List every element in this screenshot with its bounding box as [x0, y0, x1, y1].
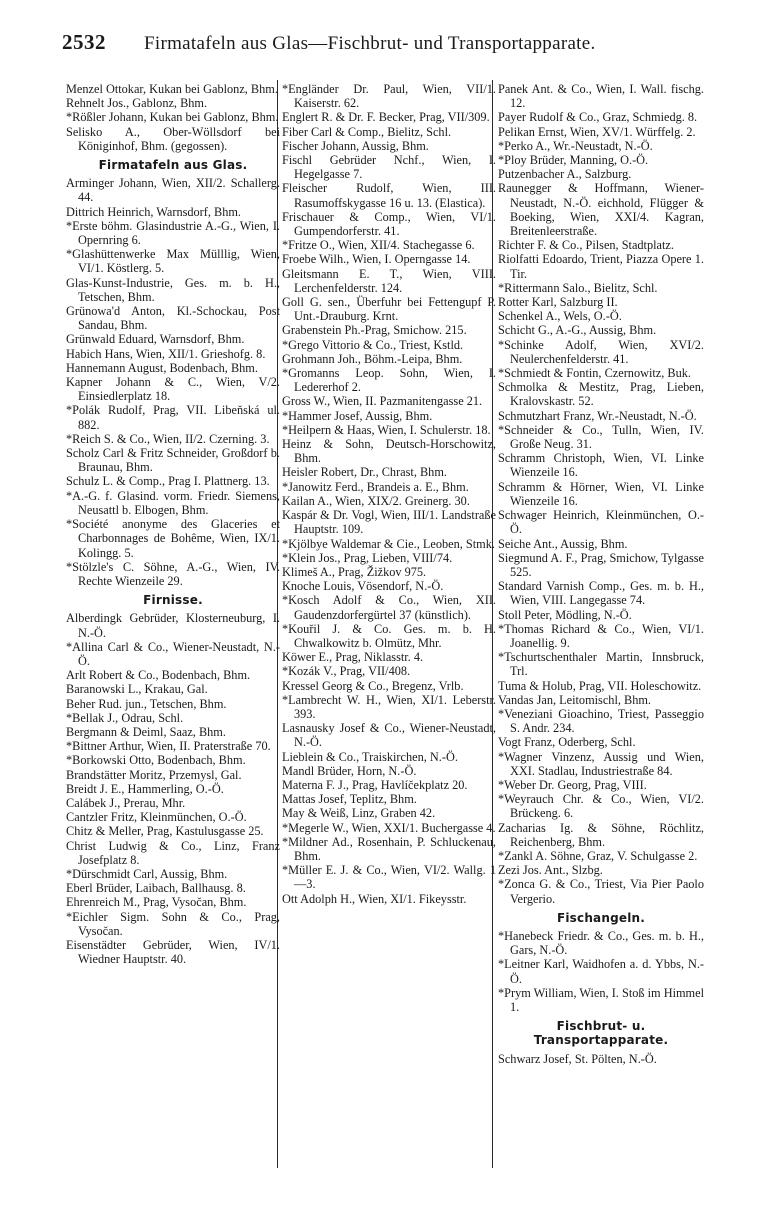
directory-entry: Schicht G., A.-G., Aussig, Bhm. — [498, 323, 657, 338]
directory-entry: Heisler Robert, Dr., Chrast, Bhm. — [282, 465, 447, 480]
directory-entry: Lieblein & Co., Traiskirchen, N.-Ö. — [282, 749, 458, 764]
directory-entry: Beher Rud. jun., Tetschen, Bhm. — [66, 696, 227, 711]
directory-entry: Habich Hans, Wien, XII/1. Grieshofg. 8. — [66, 346, 266, 361]
directory-entry: *Müller E. J. & Co., Wien, VI/2. Wallg. 1—3. — [282, 863, 496, 892]
directory-entry: *Ploy Brüder, Manning, O.-Ö. — [498, 153, 649, 168]
directory-entry: Tuma & Holub, Prag, VII. Holeschowitz. — [498, 678, 702, 693]
directory-entry: *Mildner Ad., Rosenhain, P. Schluckenau, Bhm. — [282, 834, 496, 863]
directory-entry: *Megerle W., Wien, XXI/1. Buchergasse 4. — [282, 820, 496, 835]
directory-entry: Zezi Jos. Ant., Slzbg. — [498, 863, 603, 878]
directory-entry: *Grego Vittorio & Co., Triest, Kstld. — [282, 337, 464, 352]
directory-entry: Hannemann August, Bodenbach, Bhm. — [66, 360, 258, 375]
directory-entry: *Prym William, Wien, I. Stoß im Himmel 1. — [498, 985, 704, 1014]
directory-entry: *Glashüttenwerke Max Mülllig, Wien, VI/1. Köstlerg. 5. — [66, 247, 280, 276]
directory-entry: Klimeš A., Prag, Žižkov 975. — [282, 564, 427, 579]
directory-entry: *Weber Dr. Georg, Prag, VIII. — [498, 777, 647, 792]
directory-entry: Dittrich Heinrich, Warnsdorf, Bhm. — [66, 204, 242, 219]
directory-entry: *Zankl A. Söhne, Graz, V. Schulgasse 2. — [498, 848, 698, 863]
directory-entry: Schwager Heinrich, Kleinmünchen, O.-Ö. — [498, 508, 704, 537]
directory-entry: *Allina Carl & Co., Wiener-Neustadt, N.-Ö. — [66, 639, 280, 668]
section-heading: Firnisse. — [143, 593, 203, 608]
directory-entry: *Schneider & Co., Tulln, Wien, IV. Große Neug. 31. — [498, 422, 704, 452]
directory-entry: *Erste böhm. Glasindustrie A.-G., Wien, I. Opernring 6. — [66, 218, 280, 248]
directory-entry: Vogt Franz, Oderberg, Schl. — [498, 735, 636, 750]
directory-entry: *A.-G. f. Glasind. vorm. Friedr. Siemens, Neusattl b. Elbogen, Bhm. — [66, 488, 280, 517]
directory-entry: *Kosch Adolf & Co., Wien, XII. Gaudenzdorfergürtel 37 (künstlich). — [282, 593, 496, 622]
directory-entry: Payer Rudolf & Co., Graz, Schmiedg. 8. — [498, 110, 698, 125]
directory-entry: *Leitner Karl, Waidhofen a. d. Ybbs, N.-Ö. — [498, 957, 704, 986]
directory-entry: Christ Ludwig & Co., Linz, Franz Josefplatz 8. — [66, 838, 280, 867]
directory-entry: Frischauer & Comp., Wien, VI/1. Gumpendorferstr. 41. — [282, 209, 496, 239]
directory-entry: Schwarz Josef, St. Pölten, N.-Ö. — [498, 1051, 657, 1066]
directory-entry: *Stölzle's C. Söhne, A.-G., Wien, IV. Rechte Wienzeile 29. — [66, 559, 280, 588]
directory-entry: Arminger Johann, Wien, XII/2. Schallerg. 44. — [66, 176, 280, 205]
directory-entry: *Tschurtschenthaler Martin, Innsbruck, Trl. — [498, 650, 704, 679]
directory-entry: *Janowitz Ferd., Brandeis a. E., Bhm. — [282, 479, 469, 494]
directory-entry: Arlt Robert & Co., Bodenbach, Bhm. — [66, 668, 251, 683]
directory-entry: Kailan A., Wien, XIX/2. Greinerg. 30. — [282, 493, 470, 508]
directory-entry: *Kjölbye Waldemar & Cie., Leoben, Stmk. — [282, 536, 495, 551]
directory-entry: Mattas Josef, Teplitz, Bhm. — [282, 792, 417, 807]
directory-entry: Eisenstädter Gebrüder, Wien, IV/1. Wiedner Hauptstr. 40. — [66, 937, 280, 967]
directory-entry: Putzenbacher A., Salzburg. — [498, 167, 632, 182]
directory-entry: Cantzler Fritz, Kleinmünchen, O.-Ö. — [66, 810, 247, 825]
directory-entry: Standard Varnish Comp., Ges. m. b. H., Wien, VIII. Langegasse 74. — [498, 579, 704, 608]
directory-entry: Schmolka & Mestitz, Prag, Lieben, Kralovskastr. 52. — [498, 380, 704, 409]
directory-entry: *Perko A., Wr.-Neustadt, N.-Ö. — [498, 138, 653, 153]
directory-entry: Grünowa'd Anton, Kl.-Schockau, Post Sandau, Bhm. — [66, 304, 280, 333]
directory-entry: *Rittermann Salo., Bielitz, Schl. — [498, 280, 658, 295]
directory-entry: *Hanebeck Friedr. & Co., Ges. m. b. H., Gars, N.-Ö. — [498, 928, 704, 958]
directory-entry: *Bellak J., Odrau, Schl. — [66, 710, 184, 725]
directory-entry: *Bittner Arthur, Wien, II. Praterstraße 70. — [66, 739, 271, 754]
directory-entry: Rotter Karl, Salzburg II. — [498, 295, 618, 310]
directory-entry: Eberl Brüder, Laibach, Ballhausg. 8. — [66, 881, 246, 896]
directory-entry: Gross W., Wien, II. Pazmanitengasse 21. — [282, 394, 483, 409]
directory-entry: Seiche Ant., Aussig, Bhm. — [498, 536, 628, 551]
directory-entry: Englert R. & Dr. F. Becker, Prag, VII/309. — [282, 110, 490, 125]
directory-entry: Schulz L. & Comp., Prag I. Plattnerg. 13. — [66, 474, 270, 489]
directory-entry: Ott Adolph H., Wien, XI/1. Fikeysstr. — [282, 891, 467, 906]
directory-entry: Kressel Georg & Co., Bregenz, Vrlb. — [282, 678, 464, 693]
directory-entry: Kapner Johann & C., Wien, V/2. Einsiedlerplatz 18. — [66, 375, 280, 404]
directory-entry: Riolfatti Edoardo, Trient, Piazza Opere 1. Tir. — [498, 252, 704, 281]
directory-entry: *Veneziani Gioachino, Triest, Passeggio S. Andr. 234. — [498, 706, 704, 736]
column-left — [66, 82, 280, 966]
directory-entry: Richter F. & Co., Pilsen, Stadtplatz. — [498, 238, 674, 253]
directory-entry: *Lambrecht W. H., Wien, XI/1. Leberstr. 393. — [282, 692, 496, 721]
directory-entry: Fischer Johann, Aussig, Bhm. — [282, 138, 429, 153]
directory-entry: *Schmiedt & Fontin, Czernowitz, Buk. — [498, 366, 691, 381]
directory-entry: Heinz & Sohn, Deutsch-Horschowitz, Bhm. — [282, 437, 496, 466]
directory-entry: Schmutzhart Franz, Wr.-Neustadt, N.-Ö. — [498, 408, 697, 423]
directory-entry: *Société anonyme des Glaceries et Charbonnages de Bohême, Wien, IX/1. Kolingg. 5. — [66, 517, 280, 560]
column-middle — [282, 82, 496, 906]
directory-entry: *Thomas Richard & Co., Wien, VI/1. Joanellig. 9. — [498, 621, 704, 650]
directory-entry: Vandas Jan, Leitomischl, Bhm. — [498, 692, 652, 707]
column-right — [498, 82, 704, 1066]
directory-entry: Fischl Gebrüder Nchf., Wien, I. Hegelgasse 7. — [282, 153, 496, 182]
directory-entry: Schenkel A., Wels, O.-Ö. — [498, 309, 622, 324]
directory-entry: Stoll Peter, Mödling, N.-Ö. — [498, 607, 632, 622]
directory-entry: Alberdingk Gebrüder, Klosterneuburg, I. N.-Ö. — [66, 611, 280, 640]
directory-entry: *Polák Rudolf, Prag, VII. Libeňská ul. 882. — [66, 403, 280, 432]
directory-entry: Grünwald Eduard, Warnsdorf, Bhm. — [66, 332, 245, 347]
directory-entry: Grohmann Joh., Böhm.-Leipa, Bhm. — [282, 351, 463, 366]
directory-entry: Menzel Ottokar, Kukan bei Gablonz, Bhm. — [66, 82, 278, 96]
directory-entry: *Gromanns Leop. Sohn, Wien, I. Ledererhof 2. — [282, 366, 496, 395]
directory-entry: Kaspár & Dr. Vogl, Wien, III/1. Landstraße Hauptstr. 109. — [282, 508, 496, 537]
directory-entry: Rehnelt Jos., Gablonz, Bhm. — [66, 96, 208, 111]
directory-entry: Pelikan Ernst, Wien, XV/1. Würffelg. 2. — [498, 124, 696, 139]
directory-entry: Knoche Louis, Vösendorf, N.-Ö. — [282, 579, 444, 594]
directory-entry: Raunegger & Hoffmann, Wiener-Neustadt, N.-Ö. eichhold, Flügger & Boeking, Wien, XXI/4. Kagran, Breitenleerstraße. — [498, 181, 704, 239]
page-number: 2532 — [62, 30, 106, 54]
directory-entry: May & Weiß, Linz, Graben 42. — [282, 806, 436, 821]
directory-entry: *Engländer Dr. Paul, Wien, VII/1. Kaiserstr. 62. — [282, 82, 496, 111]
directory-entry: *Kozák V., Prag, VII/408. — [282, 664, 411, 679]
directory-entry: *Eichler Sigm. Sohn & Co., Prag, Vysočan. — [66, 909, 280, 938]
directory-entry: Selisko A., Ober-Wöllsdorf bei Königinhof, Bhm. (gegossen). — [66, 124, 280, 153]
directory-entry: Scholz Carl & Fritz Schneider, Großdorf b. Braunau, Bhm. — [66, 446, 280, 475]
directory-entry: Schramm & Hörner, Wien, VI. Linke Wienzeile 16. — [498, 479, 704, 508]
section-heading: Fischangeln. — [556, 910, 646, 925]
directory-entry: Schramm Christoph, Wien, VI. Linke Wienzeile 16. — [498, 451, 704, 480]
running-title: Firmatafeln aus Glas—Fischbrut- und Transportapparate. — [144, 33, 596, 54]
directory-entry: Materna F. J., Prag, Havlíčekplatz 20. — [282, 777, 468, 792]
directory-entry: *Hammer Josef, Aussig, Bhm. — [282, 408, 433, 423]
directory-entry: Gleitsmann E. T., Wien, VIII. Lerchenfelderstr. 124. — [282, 266, 496, 295]
directory-entry: Brandstätter Moritz, Przemysl, Gal. — [66, 767, 242, 782]
directory-entry: Lasnausky Josef & Co., Wiener-Neustadt, N.-Ö. — [282, 721, 496, 750]
directory-entry: *Borkowski Otto, Bodenbach, Bhm. — [66, 753, 246, 768]
directory-entry: Goll G. sen., Überfuhr bei Fettengupf P. Unt.-Drauburg. Krnt. — [282, 295, 496, 324]
directory-entry: *Fritze O., Wien, XII/4. Stachegasse 6. — [282, 238, 475, 253]
section-heading: Fischbrut- u. Transportapparate. — [533, 1019, 669, 1048]
directory-entry: Zacharias Ig. & Söhne, Röchlitz, Reichenberg, Bhm. — [498, 820, 704, 849]
directory-entry: *Wagner Vinzenz, Aussig und Wien, XXI. Stadlau, Industriestraße 84. — [498, 749, 704, 778]
directory-entry: Glas-Kunst-Industrie, Ges. m. b. H., Tetschen, Bhm. — [66, 275, 280, 304]
directory-entry: Breidt J. E., Hammerling, O.-Ö. — [66, 781, 224, 796]
directory-entry: Grabenstein Ph.-Prag, Smichow. 215. — [282, 323, 467, 338]
directory-entry: Siegmund A. F., Prag, Smichow, Tylgasse 525. — [498, 550, 704, 579]
directory-entry: Baranowski L., Krakau, Gal. — [66, 682, 208, 697]
directory-entry: Calábek J., Prerau, Mhr. — [66, 795, 186, 810]
directory-entry: *Kouřil J. & Co. Ges. m. b. H. Chwalkowitz b. Olmütz, Mhr. — [282, 621, 496, 650]
directory-entry: *Zonca G. & Co., Triest, Via Pier Paolo Vergerio. — [498, 877, 704, 906]
directory-entry: Mandl Brüder, Horn, N.-Ö. — [282, 763, 417, 778]
directory-entry: Bergmann & Deiml, Saaz, Bhm. — [66, 724, 226, 739]
directory-entry: *Dürschmidt Carl, Aussig, Bhm. — [66, 866, 228, 881]
directory-entry: *Weyrauch Chr. & Co., Wien, VI/2. Brückeng. 6. — [498, 792, 704, 821]
directory-entry: *Heilpern & Haas, Wien, I. Schulerstr. 18. — [282, 422, 491, 437]
directory-entry: *Schinke Adolf, Wien, XVI/2. Neulerchenfelderstr. 41. — [498, 337, 704, 366]
page-header — [62, 30, 712, 62]
directory-entry: Froebe Wilh., Wien, I. Operngasse 14. — [282, 252, 471, 267]
directory-entry: *Rößler Johann, Kukan bei Gablonz, Bhm. — [66, 110, 279, 125]
directory-entry: Ehrenreich M., Prag, Vysočan, Bhm. — [66, 895, 247, 910]
directory-entry: *Reich S. & Co., Wien, II/2. Czerning. 3. — [66, 431, 270, 446]
section-heading: Firmatafeln aus Glas. — [98, 158, 248, 173]
directory-entry: Panek Ant. & Co., Wien, I. Wall. fischg. 12. — [498, 82, 704, 111]
directory-entry: *Klein Jos., Prag, Lieben, VIII/74. — [282, 550, 453, 565]
directory-entry: Köwer E., Prag, Niklasstr. 4. — [282, 650, 424, 665]
directory-entry: Chitz & Meller, Prag, Kastulusgasse 25. — [66, 824, 264, 839]
directory-entry: Fleischer Rudolf, Wien, III. Rasumoffskygasse 16 u. 13. (Elastica). — [282, 181, 496, 210]
directory-entry: Fiber Carl & Comp., Bielitz, Schl. — [282, 124, 452, 139]
